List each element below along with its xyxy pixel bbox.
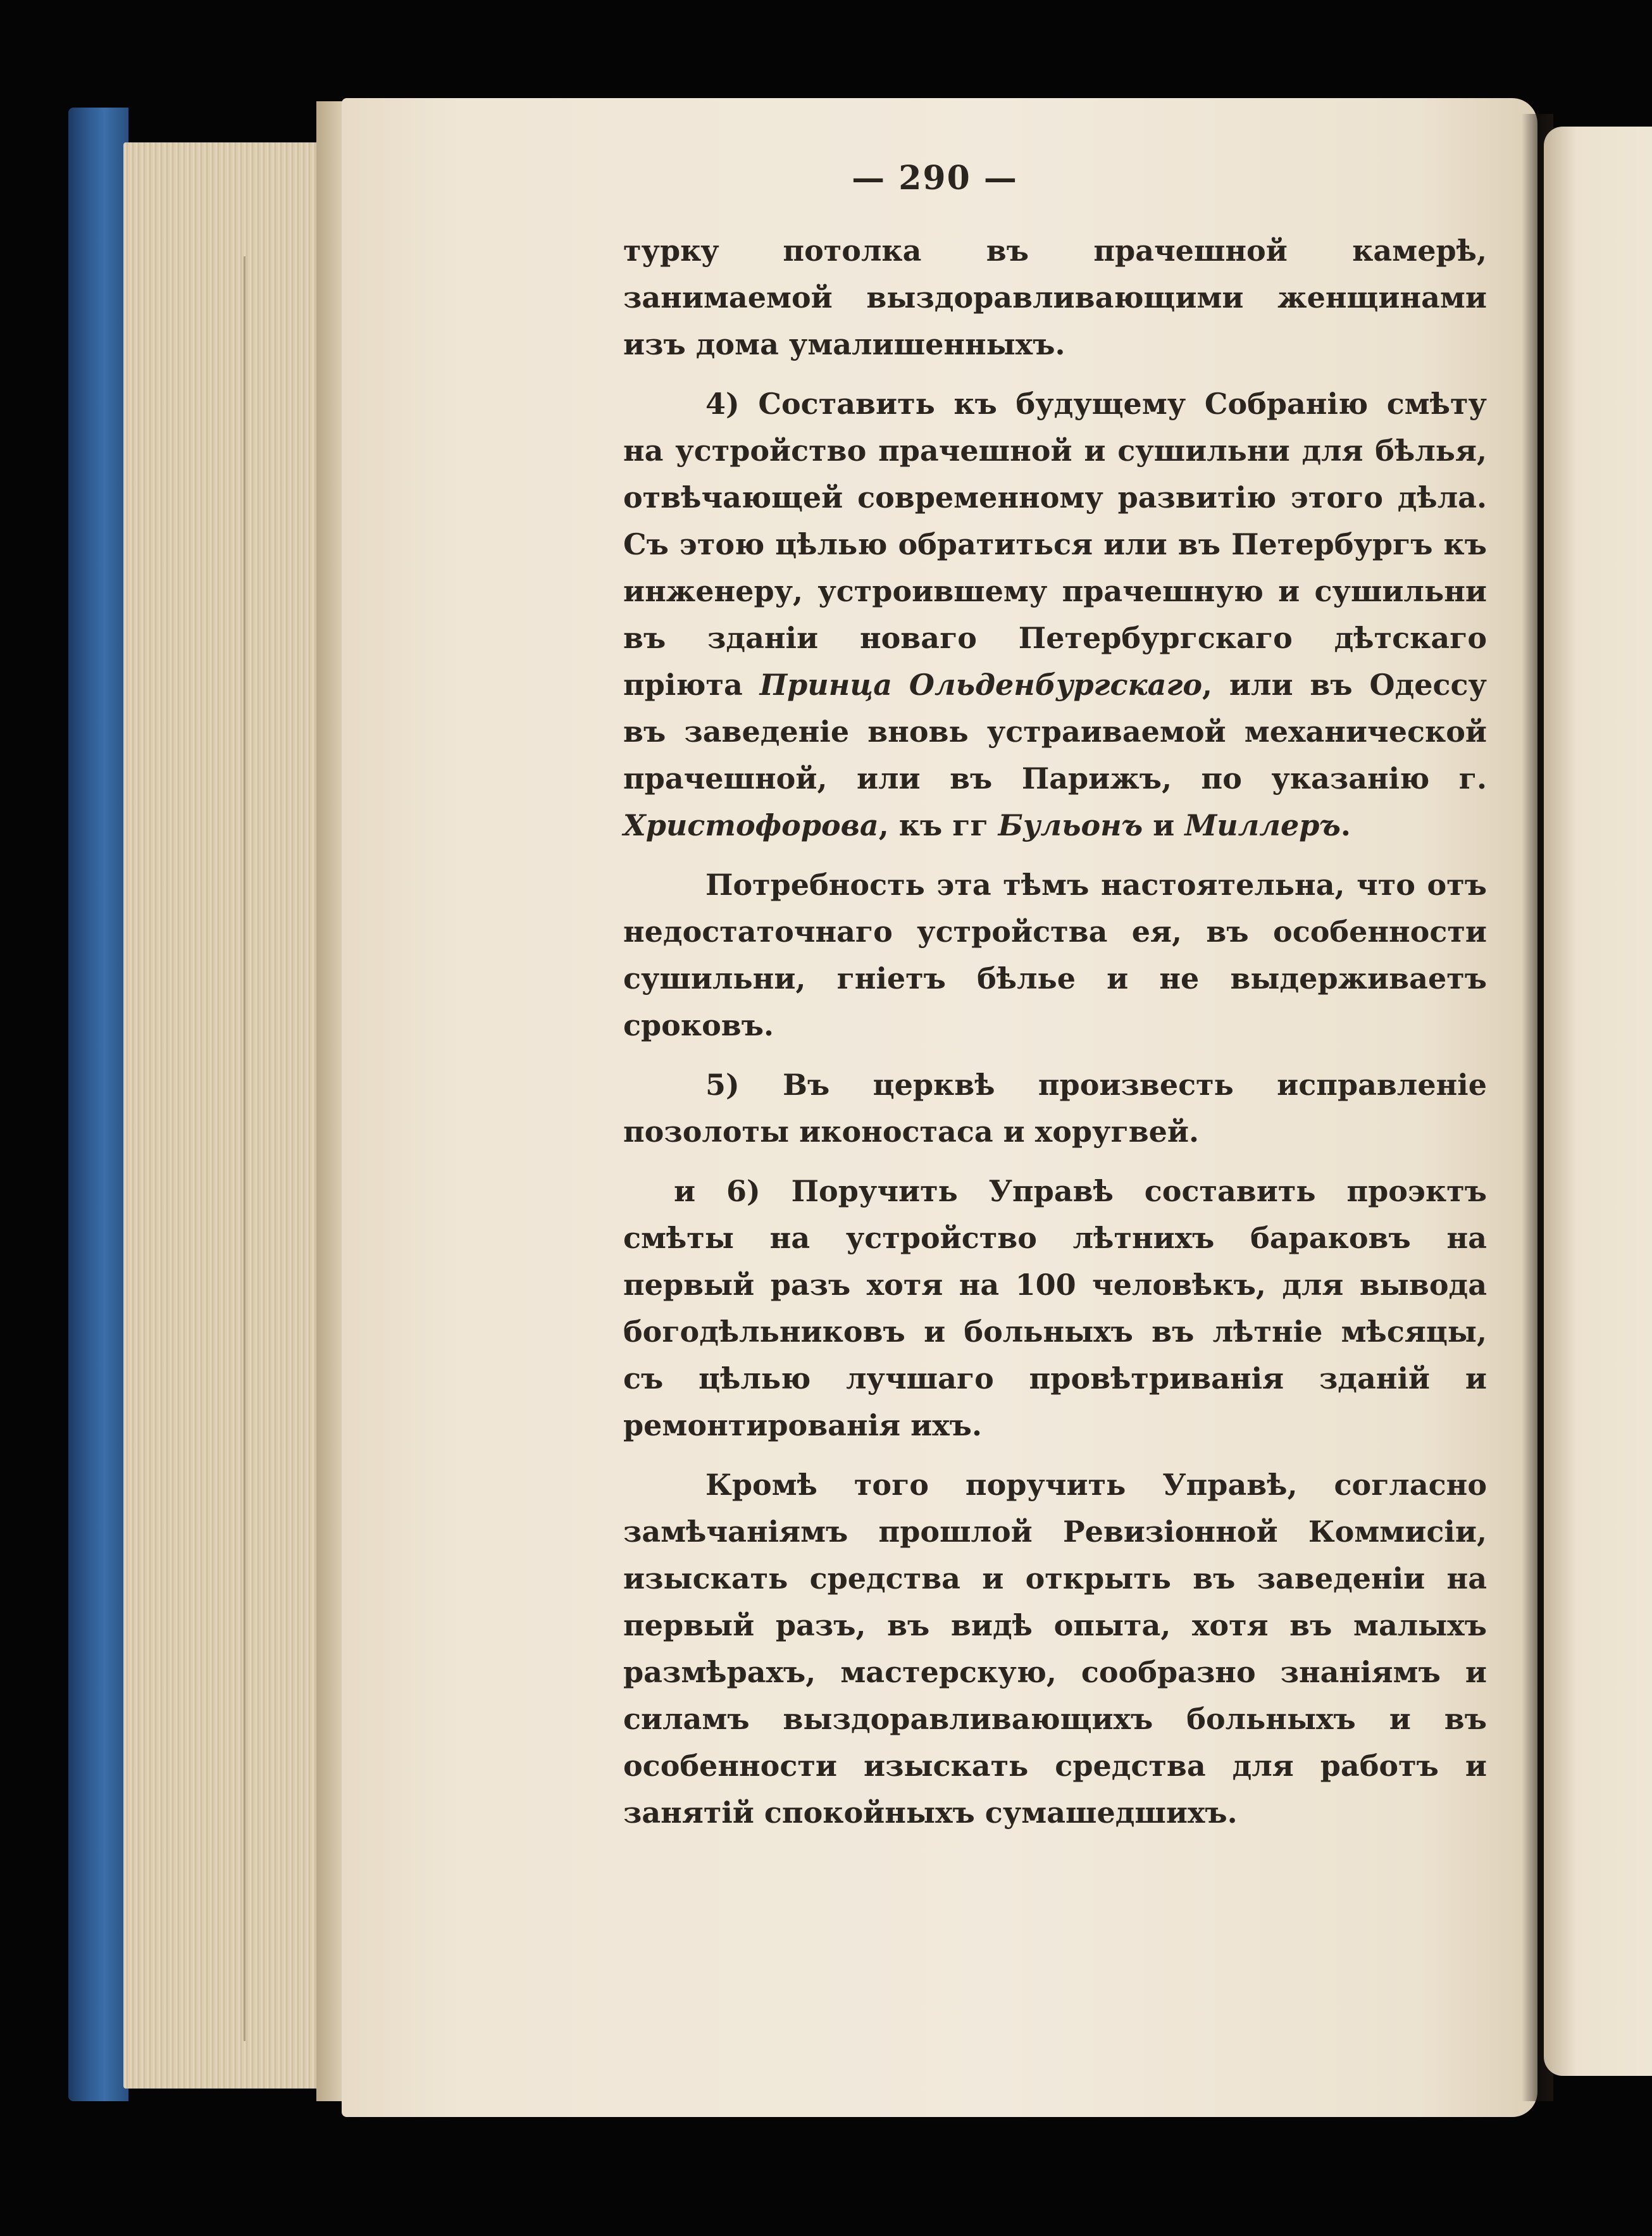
right-page-edge: [1544, 127, 1652, 2076]
paragraph-2-text-e: .: [1340, 808, 1351, 842]
paragraph-2-text-c: , къ гг: [878, 808, 998, 842]
left-page-stack: [123, 142, 335, 2089]
paragraph-2-text-a: 4) Составить къ будущему Собранію смѣту на устройство прачешной и сушильни для бѣлья, отвѣчающей современному развитію этого дѣла. Съ этою цѣлью обратиться или въ Петербургъ къ инженеру, устроившему прачешную и сушильни въ зданіи новаго Петербургскаго дѣтскаго пріюта: [623, 387, 1487, 702]
paragraph-2: [623, 380, 1487, 849]
paragraph-2-italic-boullion: Бульонъ: [998, 808, 1143, 842]
page-number: — 290 —: [852, 159, 1018, 197]
page-stack-shadow-line: [244, 256, 245, 2041]
paragraph-5: [623, 1168, 1487, 1449]
paragraph-6: [623, 1461, 1487, 1836]
paragraph-3: [623, 861, 1487, 1049]
page-text-block: [623, 155, 1487, 1849]
paragraph-1: [623, 227, 1487, 368]
paragraph-2-italic-prince: Принца Ольденбургскаго: [759, 668, 1203, 702]
book-cover-edge: [68, 108, 128, 2101]
paragraph-6-text: Кромѣ того поручить Управѣ, согласно замѣчаніямъ прошлой Ревизіонной Коммисіи, изыскать средства и открыть въ заведеніи на первый разъ, въ видѣ опыта, хотя въ малыхъ размѣрахъ, мастерскую, сообразно знаніямъ и силамъ выздоравливающихъ больныхъ и въ особенности изыскать средства для работъ и занятій спокойныхъ сумашедшихъ.: [623, 1468, 1487, 1830]
paragraph-2-text-d: и: [1143, 808, 1185, 842]
paragraph-3-text: Потребность эта тѣмъ настоятельна, что отъ недостаточнаго устройства ея, въ особенности сушильни, гніетъ бѣлье и не выдерживаетъ сроковъ.: [623, 868, 1487, 1042]
paragraph-4: [623, 1061, 1487, 1155]
paragraph-2-text-b: , или въ Одессу въ заведеніе вновь устраиваемой механической прачешной, или въ Парижъ, по указанію г.: [623, 668, 1487, 796]
paragraph-1-text: туркy потолка въ прачешной камерѣ, занимаемой выздоравливающими женщинами изъ дома умалишенныхъ.: [623, 234, 1487, 361]
paragraph-2-italic-miller: Миллеръ: [1184, 808, 1341, 842]
paragraph-2-italic-christoforov: Христофорова: [623, 808, 879, 842]
paragraph-5-text: и 6) Поручить Управѣ составить проэктъ смѣты на устройство лѣтнихъ бараковъ на первый разъ хотя на 100 человѣкъ, для вывода богодѣльниковъ и больныхъ въ лѣтніе мѣсяцы, съ цѣлью лучшаго провѣтриванія зданій и ремонтированія ихъ.: [623, 1174, 1487, 1442]
paragraph-4-text: 5) Въ церквѣ произвесть исправленіе позолоты иконостаса и хоругвей.: [623, 1068, 1487, 1149]
